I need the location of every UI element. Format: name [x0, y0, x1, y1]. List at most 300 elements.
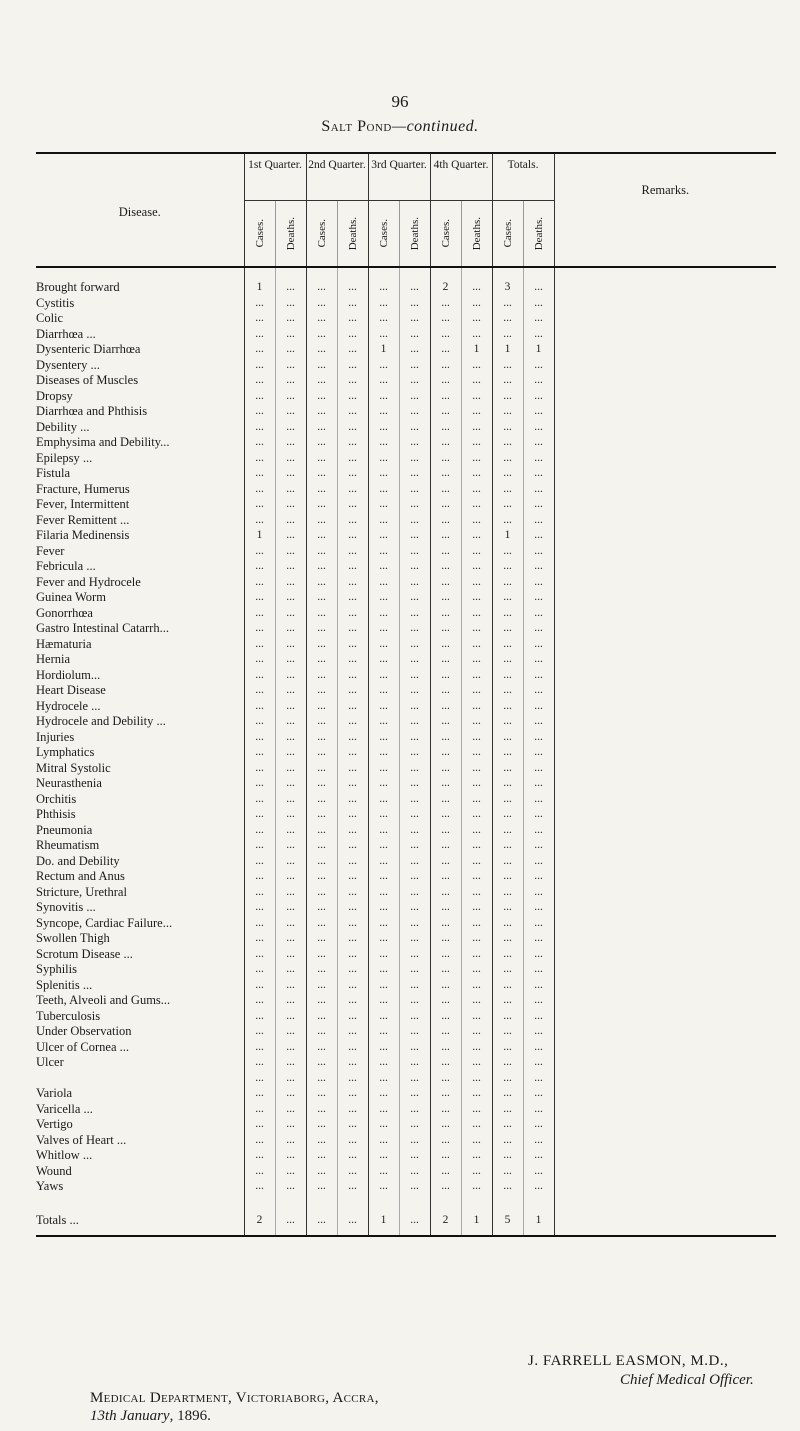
deaths-cell: ...: [337, 1055, 368, 1071]
deaths-cell: ...: [275, 513, 306, 529]
cases-cell: ...: [244, 730, 275, 746]
cases-cell: ...: [430, 885, 461, 901]
deaths-cell: ...: [399, 714, 430, 730]
cases-cell: ...: [430, 637, 461, 653]
deaths-cell: ...: [523, 1164, 554, 1180]
deaths-cell: ...: [461, 792, 492, 808]
deaths-cell: ...: [461, 869, 492, 885]
deaths-cell: ...: [275, 962, 306, 978]
deaths-cell: ...: [275, 621, 306, 637]
cases-cell: ...: [492, 1102, 523, 1118]
deaths-cell: ...: [275, 993, 306, 1009]
remarks-cell: [554, 342, 776, 358]
table-row: [36, 497, 776, 513]
cases-cell: ...: [368, 962, 399, 978]
cases-cell: ...: [306, 1179, 337, 1195]
deaths-cell: ...: [337, 1024, 368, 1040]
deaths-cell: ...: [523, 683, 554, 699]
deaths-cell: ...: [461, 714, 492, 730]
deaths-cell: ...: [523, 699, 554, 715]
table-row: [36, 916, 776, 932]
deaths-cell: ...: [399, 1179, 430, 1195]
remarks-cell: [554, 1071, 776, 1087]
cases-cell: ...: [492, 652, 523, 668]
table-row: [36, 404, 776, 420]
cases-cell: ...: [244, 1024, 275, 1040]
cases-cell: ...: [306, 621, 337, 637]
remarks-cell: [554, 1148, 776, 1164]
remarks-cell: [554, 528, 776, 544]
deaths-cell: ...: [275, 435, 306, 451]
cases-cell: ...: [492, 792, 523, 808]
deaths-cell: ...: [523, 714, 554, 730]
cases-cell: ...: [306, 807, 337, 823]
cases-cell: ...: [492, 1117, 523, 1133]
deaths-cell: ...: [399, 497, 430, 513]
table-row: [36, 342, 776, 358]
deaths-cell: ...: [275, 497, 306, 513]
cases-cell: ...: [244, 714, 275, 730]
deaths-cell: ...: [337, 823, 368, 839]
spacer-cell: [306, 267, 337, 278]
signature-name: J. FARRELL EASMON, M.D.,: [528, 1353, 729, 1369]
deaths-cell: ...: [461, 854, 492, 870]
disease-name: Febricula ...: [36, 559, 96, 573]
cases-cell: ...: [368, 730, 399, 746]
cases-cell: ...: [430, 1040, 461, 1056]
remarks-cell: [554, 854, 776, 870]
deaths-cell: ...: [523, 435, 554, 451]
deaths-cell: ...: [461, 668, 492, 684]
cases-cell: ...: [368, 652, 399, 668]
disease-name: Hæmaturia: [36, 636, 92, 651]
deaths-cell: ...: [337, 497, 368, 513]
deaths-cell: ...: [399, 420, 430, 436]
deaths-cell: ...: [275, 823, 306, 839]
deaths-cell: ...: [399, 1086, 430, 1102]
cases-cell: ...: [306, 761, 337, 777]
cases-cell: ...: [368, 869, 399, 885]
cases-cell: ...: [368, 745, 399, 761]
deaths-cell: ...: [399, 466, 430, 482]
spacer-cell: [368, 267, 399, 278]
cases-cell: ...: [368, 792, 399, 808]
deaths-cell: ...: [275, 575, 306, 591]
table-row: [36, 373, 776, 389]
deaths-cell: ...: [523, 311, 554, 327]
cases-cell: ...: [306, 278, 337, 296]
cases-cell: ...: [306, 714, 337, 730]
cases-cell: ...: [492, 1040, 523, 1056]
cases-cell: ...: [244, 327, 275, 343]
disease-name: Cystitis: [36, 295, 75, 310]
cases-cell: ...: [244, 389, 275, 405]
deaths-cell: ...: [337, 513, 368, 529]
cases-cell: ...: [368, 327, 399, 343]
quarter-header: 3rd Quarter.: [368, 153, 430, 201]
deaths-cell: ...: [275, 311, 306, 327]
table-row: [36, 885, 776, 901]
cases-cell: ...: [368, 916, 399, 932]
table-row: [36, 358, 776, 374]
deaths-cell: ...: [461, 1148, 492, 1164]
cases-cell: ...: [368, 699, 399, 715]
deaths-cell: ...: [461, 451, 492, 467]
deaths-cell: ...: [337, 420, 368, 436]
page-number: 96: [391, 92, 409, 111]
deaths-cell: ...: [523, 575, 554, 591]
cases-cell: ...: [244, 792, 275, 808]
cases-label: Cases.: [377, 219, 390, 248]
deaths-cell: ...: [337, 559, 368, 575]
deaths-cell: ...: [399, 652, 430, 668]
totals-row: [36, 1205, 776, 1236]
cases-cell: ...: [430, 993, 461, 1009]
deaths-cell: ...: [461, 838, 492, 854]
cases-cell: ...: [430, 854, 461, 870]
deaths-cell: ...: [399, 544, 430, 560]
cases-cell: ...: [306, 1117, 337, 1133]
deaths-cell: ...: [337, 652, 368, 668]
cases-cell: ...: [430, 621, 461, 637]
deaths-cell: ...: [275, 1009, 306, 1025]
disease-name: Variola: [36, 1086, 73, 1100]
deaths-cell: ...: [275, 931, 306, 947]
page-title-suffix: —continued.: [391, 118, 479, 135]
deaths-cell: ...: [275, 278, 306, 296]
cases-cell: ...: [306, 978, 337, 994]
remarks-cell: [554, 962, 776, 978]
deaths-cell: ...: [461, 575, 492, 591]
spacer-cell: [430, 267, 461, 278]
table-row: [36, 466, 776, 482]
table-row: [36, 1117, 776, 1133]
deaths-cell: ...: [461, 745, 492, 761]
table-row: [36, 652, 776, 668]
deaths-cell: ...: [337, 327, 368, 343]
deaths-cell: ...: [275, 916, 306, 932]
disease-name: Dysentery ...: [36, 357, 100, 372]
disease-name: Neurasthenia: [36, 776, 102, 790]
cases-cell: ...: [430, 606, 461, 622]
disease-name: Rectum and Anus: [36, 869, 125, 883]
deaths-cell: ...: [523, 1024, 554, 1040]
remarks-cell: [554, 637, 776, 653]
cases-cell: ...: [306, 606, 337, 622]
remarks-cell: [554, 513, 776, 529]
deaths-cell: ...: [461, 683, 492, 699]
deaths-cell: ...: [399, 327, 430, 343]
remarks-cell: [554, 947, 776, 963]
table-row: [36, 528, 776, 544]
cases-cell: 5: [492, 1205, 523, 1236]
cases-cell: ...: [306, 637, 337, 653]
remarks-cell: [554, 652, 776, 668]
deaths-cell: ...: [523, 1102, 554, 1118]
deaths-cell: ...: [399, 1164, 430, 1180]
cases-cell: ...: [368, 1009, 399, 1025]
table-row: [36, 900, 776, 916]
cases-cell: ...: [368, 823, 399, 839]
remarks-cell: [554, 1086, 776, 1102]
deaths-subheader: [523, 201, 554, 267]
table-row: [36, 823, 776, 839]
table-row: [36, 482, 776, 498]
cases-cell: ...: [430, 342, 461, 358]
deaths-cell: ...: [523, 947, 554, 963]
deaths-cell: ...: [399, 1040, 430, 1056]
cases-cell: ...: [244, 900, 275, 916]
table-body: [36, 267, 776, 1236]
table-row: [36, 699, 776, 715]
remarks-cell: [554, 559, 776, 575]
cases-cell: ...: [492, 513, 523, 529]
deaths-cell: ...: [399, 916, 430, 932]
cases-cell: ...: [430, 358, 461, 374]
remarks-cell: [554, 730, 776, 746]
deaths-cell: ...: [461, 962, 492, 978]
deaths-cell: ...: [461, 497, 492, 513]
remarks-cell: [554, 916, 776, 932]
deaths-cell: ...: [399, 761, 430, 777]
cases-cell: ...: [430, 1055, 461, 1071]
cases-cell: ...: [430, 714, 461, 730]
spacer-cell: [275, 267, 306, 278]
deaths-cell: ...: [523, 993, 554, 1009]
deaths-cell: ...: [399, 1055, 430, 1071]
cases-cell: ...: [306, 435, 337, 451]
spacer-cell: [430, 1195, 461, 1205]
cases-cell: ...: [306, 1164, 337, 1180]
deaths-cell: ...: [461, 621, 492, 637]
disease-name: Emphysima and Debility...: [36, 435, 170, 449]
signature-title: Chief Medical Officer.: [620, 1372, 754, 1388]
table-row: [36, 637, 776, 653]
deaths-cell: ...: [523, 544, 554, 560]
deaths-cell: ...: [399, 1071, 430, 1087]
remarks-cell: [554, 978, 776, 994]
cases-cell: ...: [244, 761, 275, 777]
cases-cell: ...: [244, 823, 275, 839]
table-row: [36, 311, 776, 327]
deaths-cell: ...: [337, 590, 368, 606]
disease-column-header: Disease.: [118, 205, 161, 219]
deaths-cell: ...: [523, 420, 554, 436]
table-row: [36, 575, 776, 591]
deaths-cell: ...: [461, 1009, 492, 1025]
disease-name: Colic: [36, 311, 64, 325]
remarks-cell: [554, 466, 776, 482]
deaths-cell: ...: [275, 1086, 306, 1102]
cases-cell: ...: [430, 978, 461, 994]
cases-cell: ...: [430, 838, 461, 854]
table-row: [36, 559, 776, 575]
disease-name: Teeth, Alveoli and Gums...: [36, 993, 171, 1007]
cases-cell: ...: [430, 435, 461, 451]
cases-cell: ...: [244, 637, 275, 653]
remarks-cell: [554, 1055, 776, 1071]
remarks-cell: [554, 1009, 776, 1025]
deaths-cell: ...: [461, 885, 492, 901]
remarks-cell: [554, 606, 776, 622]
table-header: [36, 153, 776, 267]
table-row: [36, 327, 776, 343]
cases-cell: ...: [244, 978, 275, 994]
cases-cell: ...: [430, 575, 461, 591]
disease-name: Epilepsy ...: [36, 450, 93, 465]
deaths-cell: ...: [275, 854, 306, 870]
remarks-cell: [554, 823, 776, 839]
deaths-cell: ...: [399, 451, 430, 467]
cases-cell: ...: [368, 311, 399, 327]
cases-cell: ...: [492, 420, 523, 436]
cases-cell: ...: [492, 1179, 523, 1195]
cases-cell: ...: [492, 311, 523, 327]
cases-cell: ...: [430, 931, 461, 947]
deaths-cell: ...: [523, 466, 554, 482]
remarks-cell: [554, 683, 776, 699]
deaths-cell: ...: [275, 327, 306, 343]
deaths-cell: ...: [523, 606, 554, 622]
page-title-main: Salt Pond: [321, 118, 392, 135]
cases-cell: ...: [244, 342, 275, 358]
table-row: [36, 792, 776, 808]
remarks-cell: [554, 451, 776, 467]
cases-cell: ...: [244, 1040, 275, 1056]
disease-name: Diseases of Muscles: [36, 373, 139, 387]
deaths-cell: ...: [399, 404, 430, 420]
deaths-cell: ...: [275, 559, 306, 575]
deaths-cell: ...: [337, 1133, 368, 1149]
deaths-cell: ...: [337, 699, 368, 715]
deaths-cell: ...: [399, 1024, 430, 1040]
remarks-cell: [554, 404, 776, 420]
remarks-cell: [554, 389, 776, 405]
deaths-cell: ...: [275, 606, 306, 622]
cases-cell: ...: [244, 373, 275, 389]
disease-name: Fever: [36, 543, 65, 558]
deaths-cell: ...: [399, 342, 430, 358]
disease-name: Filaria Medinensis: [36, 528, 130, 542]
deaths-cell: ...: [523, 327, 554, 343]
remarks-cell: [554, 278, 776, 296]
deaths-cell: ...: [337, 885, 368, 901]
deaths-cell: ...: [461, 900, 492, 916]
cases-cell: 3: [492, 278, 523, 296]
deaths-cell: ...: [275, 389, 306, 405]
deaths-cell: ...: [337, 761, 368, 777]
disease-name: Ulcer: [36, 1055, 64, 1069]
disease-name: Gastro Intestinal Catarrh...: [36, 621, 169, 635]
deaths-cell: ...: [399, 559, 430, 575]
cases-cell: ...: [368, 1117, 399, 1133]
deaths-cell: ...: [399, 278, 430, 296]
cases-cell: ...: [430, 1164, 461, 1180]
deaths-cell: ...: [337, 637, 368, 653]
deaths-cell: ...: [275, 528, 306, 544]
cases-label: Cases.: [253, 219, 266, 248]
cases-cell: ...: [244, 854, 275, 870]
deaths-cell: ...: [399, 900, 430, 916]
cases-cell: ...: [368, 278, 399, 296]
disease-name: Injuries: [36, 729, 75, 744]
cases-cell: ...: [306, 575, 337, 591]
cases-cell: ...: [430, 823, 461, 839]
cases-cell: ...: [244, 358, 275, 374]
deaths-cell: ...: [275, 699, 306, 715]
table-row: [36, 1071, 776, 1087]
cases-cell: ...: [368, 559, 399, 575]
cases-cell: ...: [430, 1024, 461, 1040]
cases-cell: ...: [368, 854, 399, 870]
deaths-cell: ...: [523, 792, 554, 808]
deaths-cell: ...: [337, 838, 368, 854]
cases-cell: ...: [368, 435, 399, 451]
cases-cell: ...: [368, 1102, 399, 1118]
disease-name: Vertigo: [36, 1117, 73, 1131]
deaths-cell: ...: [461, 420, 492, 436]
deaths-cell: ...: [275, 885, 306, 901]
cases-cell: ...: [244, 497, 275, 513]
deaths-cell: ...: [337, 1205, 368, 1236]
deaths-cell: ...: [523, 916, 554, 932]
cases-cell: ...: [368, 1148, 399, 1164]
deaths-cell: ...: [337, 621, 368, 637]
disease-name: Fever, Intermittent: [36, 497, 130, 511]
deaths-cell: ...: [275, 590, 306, 606]
deaths-cell: ...: [399, 776, 430, 792]
cases-cell: ...: [306, 776, 337, 792]
cases-cell: ...: [244, 1179, 275, 1195]
cases-cell: ...: [492, 869, 523, 885]
deaths-cell: ...: [337, 978, 368, 994]
remarks-cell: [554, 1024, 776, 1040]
deaths-label: Deaths.: [408, 216, 421, 251]
cases-cell: ...: [492, 1086, 523, 1102]
remarks-cell: [554, 420, 776, 436]
cases-cell: ...: [492, 916, 523, 932]
deaths-cell: ...: [275, 1117, 306, 1133]
cases-cell: ...: [244, 544, 275, 560]
deaths-cell: ...: [461, 947, 492, 963]
cases-cell: ...: [430, 497, 461, 513]
disease-name: Wound: [36, 1163, 72, 1178]
cases-cell: ...: [306, 947, 337, 963]
deaths-cell: ...: [275, 404, 306, 420]
cases-cell: ...: [430, 1179, 461, 1195]
cases-cell: ...: [492, 885, 523, 901]
cases-cell: ...: [492, 404, 523, 420]
cases-subheader: [244, 201, 275, 267]
totals-header: Totals.: [492, 153, 554, 201]
spacer-cell: [554, 1195, 776, 1205]
cases-cell: ...: [368, 838, 399, 854]
cases-cell: ...: [306, 699, 337, 715]
cases-cell: ...: [368, 621, 399, 637]
returns-table: [36, 152, 776, 1237]
deaths-cell: ...: [399, 637, 430, 653]
deaths-cell: ...: [523, 730, 554, 746]
deaths-cell: ...: [523, 776, 554, 792]
cases-cell: ...: [430, 1071, 461, 1087]
deaths-cell: ...: [399, 621, 430, 637]
date-year: , 1896.: [169, 1408, 211, 1424]
deaths-cell: ...: [275, 652, 306, 668]
cases-cell: ...: [244, 993, 275, 1009]
cases-cell: ...: [492, 931, 523, 947]
cases-cell: ...: [492, 1055, 523, 1071]
deaths-cell: ...: [461, 637, 492, 653]
